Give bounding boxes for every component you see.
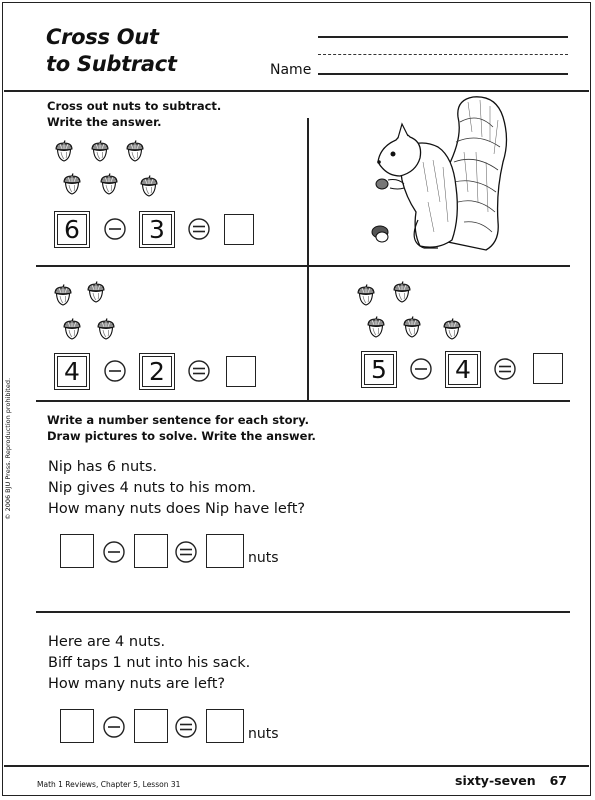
section2-instructions: [47, 412, 316, 444]
acorn-icon[interactable]: [356, 284, 376, 306]
page-title: [46, 24, 177, 78]
acorn-icon[interactable]: [139, 175, 159, 197]
instruction-line-2: Draw pictures to solve. Write the answer.: [47, 429, 316, 443]
acorn-icon[interactable]: [442, 318, 462, 340]
acorn-icon[interactable]: [392, 281, 412, 303]
acorn-icon[interactable]: [366, 316, 386, 338]
story-line: Biff taps 1 nut into his sack.: [48, 655, 251, 671]
circled-equals-icon: [188, 360, 210, 382]
subtrahend-box: [448, 354, 478, 385]
grid-vertical-divider: [307, 118, 309, 400]
title-line-2: to Subtract: [46, 52, 177, 76]
copyright-notice: © 2006 BJU Press. Reproduction prohibited.: [4, 377, 12, 520]
acorn-icon[interactable]: [402, 316, 422, 338]
name-dashed-line: [318, 54, 568, 55]
acorn-icon[interactable]: [86, 281, 106, 303]
acorn-icon[interactable]: [99, 173, 119, 195]
circled-minus-icon: [410, 358, 432, 380]
squirrel-illustration: [368, 92, 518, 257]
circled-minus-icon: [103, 541, 125, 563]
story-line: Nip has 6 nuts.: [48, 459, 157, 475]
title-line-1: Cross Out: [46, 25, 159, 49]
instruction-line-2: Write the answer.: [47, 115, 162, 129]
subtrahend-box: [142, 356, 172, 387]
grid-horizontal-divider: [36, 265, 570, 267]
answer-box[interactable]: [224, 214, 254, 245]
story-2: [48, 632, 250, 695]
instruction-line-1: Cross out nuts to subtract.: [47, 99, 222, 113]
name-top-line: [318, 36, 568, 38]
minuend-box: [57, 214, 87, 245]
minuend-box: [57, 356, 87, 387]
story2-answer-box[interactable]: [206, 709, 244, 743]
story-line: Here are 4 nuts.: [48, 634, 166, 650]
story-line: How many nuts are left?: [48, 676, 226, 692]
circled-minus-icon: [103, 716, 125, 738]
acorn-icon[interactable]: [125, 140, 145, 162]
footer-lesson-info: Math 1 Reviews, Chapter 5, Lesson 31: [37, 780, 181, 789]
minuend-value: 4: [64, 357, 80, 386]
footer-divider: [4, 765, 589, 767]
story1-answer-box[interactable]: [206, 534, 244, 568]
page-number-words: sixty-seven: [455, 773, 536, 788]
acorn-icon[interactable]: [53, 284, 73, 306]
page-number-digits: 67: [549, 773, 567, 788]
minuend-value: 6: [64, 215, 80, 244]
story2-subtrahend-box[interactable]: [134, 709, 168, 743]
answer-box[interactable]: [226, 356, 256, 387]
acorn-icon[interactable]: [54, 140, 74, 162]
answer-box[interactable]: [533, 353, 563, 384]
acorn-icon[interactable]: [90, 140, 110, 162]
story-line: How many nuts does Nip have left?: [48, 501, 306, 517]
minuend-value: 5: [371, 355, 387, 384]
story-line: Nip gives 4 nuts to his mom.: [48, 480, 256, 496]
circled-minus-icon: [104, 218, 126, 240]
subtrahend-value: 4: [455, 355, 471, 384]
story-divider: [36, 611, 570, 613]
circled-equals-icon: [175, 541, 197, 563]
section1-instructions: [47, 98, 221, 130]
circled-equals-icon: [188, 218, 210, 240]
section1-bottom-divider: [36, 400, 570, 402]
name-write-line[interactable]: [318, 73, 568, 75]
story1-unit-label: nuts: [248, 550, 279, 566]
circled-minus-icon: [104, 360, 126, 382]
circled-equals-icon: [175, 716, 197, 738]
name-label: Name: [270, 62, 312, 78]
story-1: [48, 457, 305, 520]
acorn-icon[interactable]: [96, 318, 116, 340]
footer-page-number: [455, 773, 567, 788]
subtrahend-value: 3: [149, 215, 165, 244]
story1-subtrahend-box[interactable]: [134, 534, 168, 568]
subtrahend-box: [142, 214, 172, 245]
subtrahend-value: 2: [149, 357, 165, 386]
story1-minuend-box[interactable]: [60, 534, 94, 568]
minuend-box: [364, 354, 394, 385]
acorn-icon[interactable]: [62, 318, 82, 340]
acorn-icon[interactable]: [62, 173, 82, 195]
instruction-line-1: Write a number sentence for each story.: [47, 413, 310, 427]
circled-equals-icon: [494, 358, 516, 380]
story2-unit-label: nuts: [248, 726, 279, 742]
story2-minuend-box[interactable]: [60, 709, 94, 743]
